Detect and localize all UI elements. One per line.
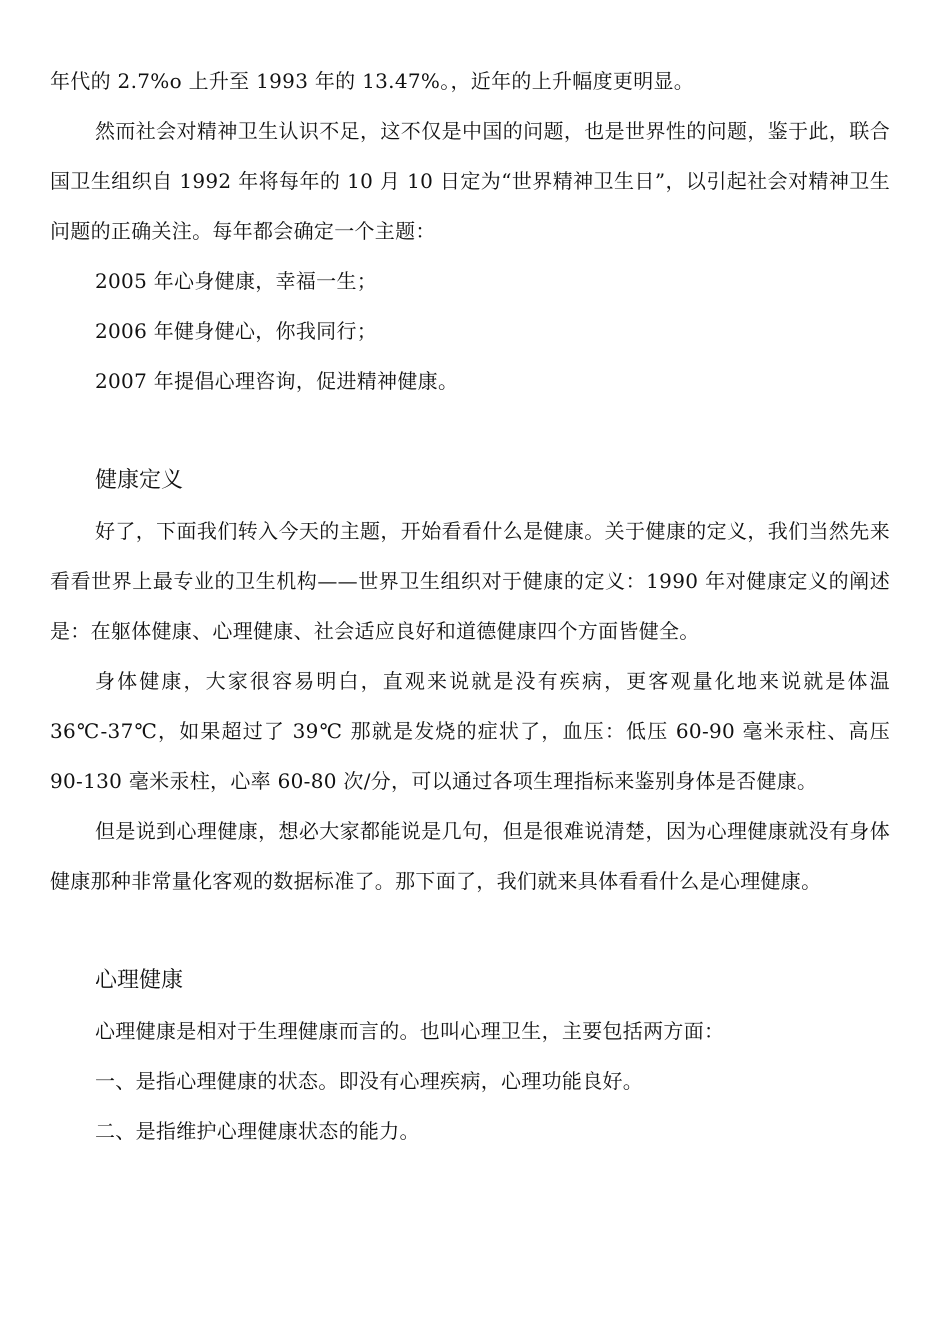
paragraph-continuation: 年代的 2.7%o 上升至 1993 年的 13.47%。，近年的上升幅度更明显。 <box>50 69 695 93</box>
paragraph-who-definition: 好了，下面我们转入今天的主题，开始看看什么是健康。关于健康的定义，我们当然先来看看世界上最专业的卫生机构——世界卫生组织对于健康的定义：1990 年对健康定义的阐述是：在躯体健康、心理健康、社会适应良好和道德健康四个方面皆健全。 <box>50 519 890 643</box>
document-page <box>50 56 890 1156</box>
theme-item-2006: 2006 年健身健心，你我同行； <box>95 319 378 343</box>
list-item-one: 一、是指心理健康的状态。即没有心理疾病，心理功能良好。 <box>95 1069 644 1093</box>
theme-item-2005: 2005 年心身健康，幸福一生； <box>95 269 378 293</box>
paragraph-physical-health: 身体健康，大家很容易明白，直观来说就是没有疾病，更客观量化地来说就是体温 36℃-37℃，如果超过了 39℃ 那就是发烧的症状了，血压：低压 60-90 毫米汞柱、高压 90-130 毫米汞柱，心率 60-80 次/分，可以通过各项生理指标来鉴别身体是否健康。 <box>50 669 890 793</box>
list-item-two: 二、是指维护心理健康状态的能力。 <box>95 1119 420 1143</box>
paragraph-mental-health-def: 心理健康是相对于生理健康而言的。也叫心理卫生，主要包括两方面： <box>95 1019 725 1043</box>
theme-item-2007: 2007 年提倡心理咨询，促进精神健康。 <box>95 369 459 393</box>
section-gap <box>50 906 890 956</box>
paragraph-mental-health-day: 然而社会对精神卫生认识不足，这不仅是中国的问题，也是世界性的问题，鉴于此，联合国卫生组织自 1992 年将每年的 10 月 10 日定为“世界精神卫生日”，以引起社会对精神卫生问题的正确关注。每年都会确定一个主题： <box>50 119 890 243</box>
heading-health-definition: 健康定义 <box>95 468 184 493</box>
section-gap <box>50 406 890 456</box>
heading-mental-health: 心理健康 <box>95 968 184 993</box>
paragraph-mental-health-intro: 但是说到心理健康，想必大家都能说是几句，但是很难说清楚，因为心理健康就没有身体健康那种非常量化客观的数据标准了。那下面了，我们就来具体看看什么是心理健康。 <box>50 819 890 893</box>
